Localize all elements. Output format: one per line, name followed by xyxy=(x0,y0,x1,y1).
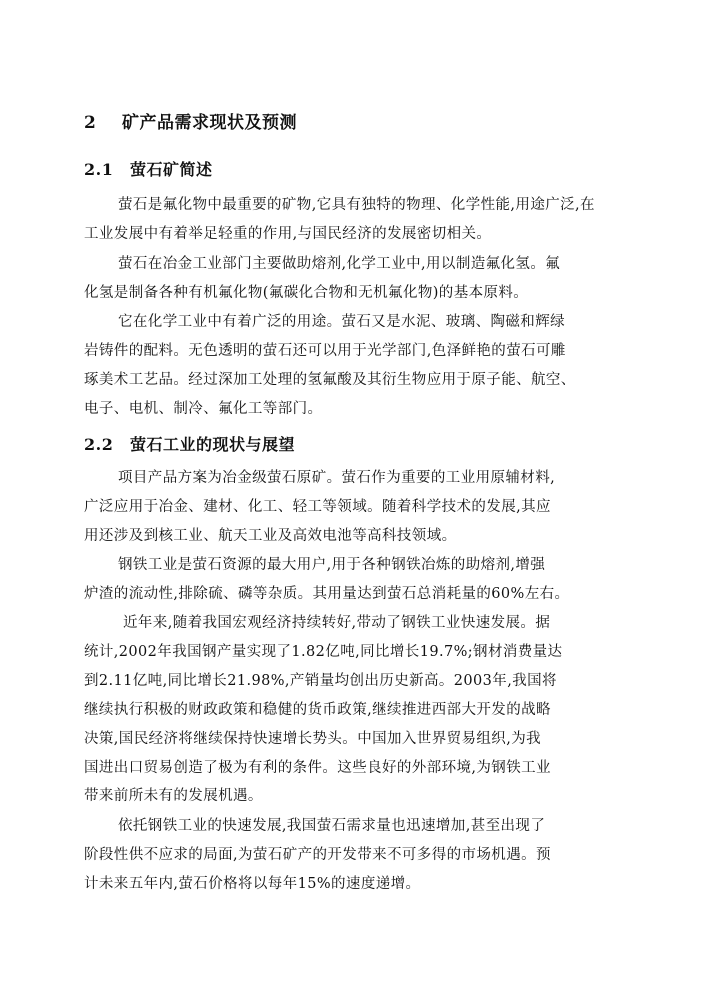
paragraph-line: 化氢是制备各种有机氟化物(氟碳化合物和无机氟化物)的基本原料。 xyxy=(84,285,529,301)
subsection-title: 萤石工业的现状与展望 xyxy=(130,435,296,454)
paragraph-line: 国进出口贸易创造了极为有利的条件。这些良好的外部环境,为钢铁工业 xyxy=(84,760,551,776)
paragraph-line: 用还涉及到核工业、航天工业及高效电池等高科技领域。 xyxy=(84,528,457,544)
paragraph-line: 阶段性供不应求的局面,为萤石矿产的开发带来不可多得的市场机遇。预 xyxy=(84,847,551,863)
subsection-title: 萤石矿简述 xyxy=(130,160,213,179)
paragraph-line: 炉渣的流动性,排除硫、磷等杂质。其用量达到萤石总消耗量的60%左右。 xyxy=(84,586,570,602)
paragraph-line: 继续执行积极的财政政策和稳健的货币政策,继续推进西部大开发的战略 xyxy=(84,702,551,718)
section-title: 矿产品需求现状及预测 xyxy=(122,113,298,133)
paragraph-line: 广泛应用于冶金、建材、化工、轻工等领域。随着科学技术的发展,其应 xyxy=(84,499,551,515)
paragraph-line: 依托钢铁工业的快速发展,我国萤石需求量也迅速增加,甚至出现了 xyxy=(118,818,546,834)
paragraph-line: 计未来五年内,萤石价格将以每年15%的速度递增。 xyxy=(84,876,421,892)
paragraph-line: 统计,2002年我国钢产量实现了1.82亿吨,同比增长19.7%;钢材消费量达 xyxy=(84,644,563,660)
paragraph-line: 琢美术工艺品。经过深加工处理的氢氟酸及其衍生物应用于原子能、航空、 xyxy=(84,372,576,388)
paragraph-line: 萤石是氟化物中最重要的矿物,它具有独特的物理、化学性能,用途广泛,在 xyxy=(118,197,595,213)
paragraph-line: 带来前所未有的发展机遇。 xyxy=(84,788,263,804)
section-heading xyxy=(84,108,297,133)
paragraph-line: 到2.11亿吨,同比增长21.98%,产销量均创出历史新高。2003年,我国将 xyxy=(84,673,557,689)
paragraph-line: 岩铸件的配料。无色透明的萤石还可以用于光学部门,色泽鲜艳的萤石可雕 xyxy=(84,343,566,359)
subsection-number: 2.2 xyxy=(84,435,114,454)
paragraph-line: 电子、电机、制冷、氟化工等部门。 xyxy=(84,401,323,417)
paragraph-line: 钢铁工业是萤石资源的最大用户,用于各种钢铁冶炼的助熔剂,增强 xyxy=(118,557,546,573)
subsection-heading-2-2 xyxy=(84,432,295,455)
paragraph-line: 项目产品方案为冶金级萤石原矿。萤石作为重要的工业用原辅材料, xyxy=(118,470,556,486)
paragraph-line: 工业发展中有着举足轻重的作用,与国民经济的发展密切相关。 xyxy=(84,226,492,242)
section-number: 2 xyxy=(84,113,97,133)
subsection-heading-2-1 xyxy=(84,157,213,180)
paragraph-line: 它在化学工业中有着广泛的用途。萤石又是水泥、玻璃、陶磁和辉绿 xyxy=(118,314,565,330)
paragraph-line: 近年来,随着我国宏观经济持续转好,带动了钢铁工业快速发展。据 xyxy=(123,615,551,631)
subsection-number: 2.1 xyxy=(84,160,114,179)
paragraph-line: 决策,国民经济将继续保持快速增长势头。中国加入世界贸易组织,为我 xyxy=(84,731,542,747)
paragraph-line: 萤石在冶金工业部门主要做助熔剂,化学工业中,用以制造氟化氢。氟 xyxy=(118,256,561,272)
